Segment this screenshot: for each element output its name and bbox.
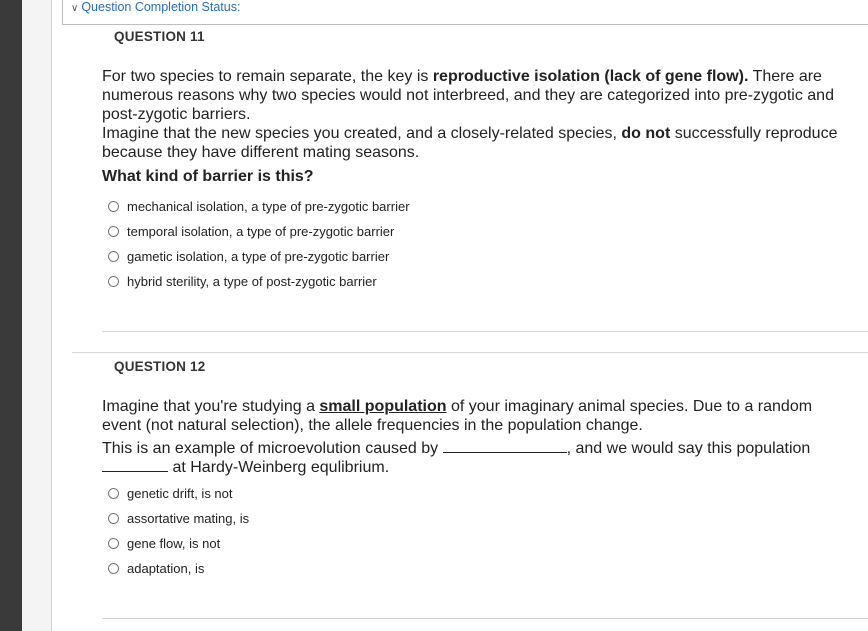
- answer-option-label: genetic drift, is not: [127, 486, 233, 501]
- question-11-body: [102, 67, 842, 186]
- radio-button[interactable]: [108, 538, 119, 549]
- key-term-underlined: small population: [319, 398, 447, 415]
- question-12-options: [108, 481, 249, 581]
- question-11-prompt: What kind of barrier is this?: [102, 168, 314, 185]
- answer-option-label: temporal isolation, a type of pre-zygotic barrier: [127, 224, 395, 239]
- radio-button[interactable]: [108, 488, 119, 499]
- answer-option[interactable]: [108, 194, 410, 219]
- radio-button[interactable]: [108, 201, 119, 212]
- question-12-title: QUESTION 12: [114, 359, 206, 374]
- answer-option-label: adaptation, is: [127, 561, 205, 576]
- radio-button[interactable]: [108, 226, 119, 237]
- answer-option[interactable]: [108, 556, 249, 581]
- answer-option[interactable]: [108, 244, 410, 269]
- question-divider: [102, 331, 868, 332]
- question-12-paragraph-1: Imagine that you're studying a small population of your imaginary animal species. Due to a random event (not natural selection), the allele frequencies in the population change.: [102, 398, 813, 434]
- answer-option[interactable]: [108, 219, 410, 244]
- status-label: Question Completion Status:: [81, 0, 241, 14]
- radio-button[interactable]: [108, 563, 119, 574]
- answer-option[interactable]: [108, 506, 249, 531]
- radio-button[interactable]: [108, 251, 119, 262]
- question-11-paragraph-2: Imagine that the new species you created, and a closely-related species, do not successfully reproduce because they have different mating seasons.: [102, 125, 838, 161]
- answer-option[interactable]: [108, 531, 249, 556]
- content-gutter: [22, 0, 52, 631]
- question-12-paragraph-2: This is an example of microevolution caused by , and we would say this population at Hardy-Weinberg equlibrium.: [102, 440, 811, 476]
- question-separator: [72, 352, 868, 353]
- chevron-down-icon: ∨: [71, 3, 79, 14]
- answer-option-label: hybrid sterility, a type of post-zygotic barrier: [127, 274, 377, 289]
- left-navigation-rail: [0, 0, 22, 631]
- question-11-title: QUESTION 11: [114, 29, 205, 44]
- emphasis-do-not: do not: [621, 125, 671, 142]
- key-term: reproductive isolation (lack of gene flow).: [432, 68, 749, 85]
- fill-in-blank: [102, 471, 168, 472]
- question-completion-status-toggle[interactable]: [71, 0, 240, 14]
- question-12-body: [102, 397, 842, 477]
- answer-option[interactable]: [108, 269, 410, 294]
- answer-option-label: mechanical isolation, a type of pre-zygotic barrier: [127, 199, 410, 214]
- radio-button[interactable]: [108, 276, 119, 287]
- fill-in-blank: [443, 452, 567, 453]
- answer-option-label: gene flow, is not: [127, 536, 221, 551]
- answer-option[interactable]: [108, 481, 249, 506]
- question-completion-status-bar: [62, 0, 868, 25]
- question-11-paragraph-1: For two species to remain separate, the key is reproductive isolation (lack of gene flow). There are numerous reasons why two species would not interbreed, and they are categorized into pre-zygotic and post-zygotic barriers.: [102, 68, 834, 123]
- answer-option-label: assortative mating, is: [127, 511, 250, 526]
- radio-button[interactable]: [108, 513, 119, 524]
- question-11-options: [108, 194, 410, 294]
- answer-option-label: gametic isolation, a type of pre-zygotic barrier: [127, 249, 390, 264]
- question-divider: [102, 618, 868, 619]
